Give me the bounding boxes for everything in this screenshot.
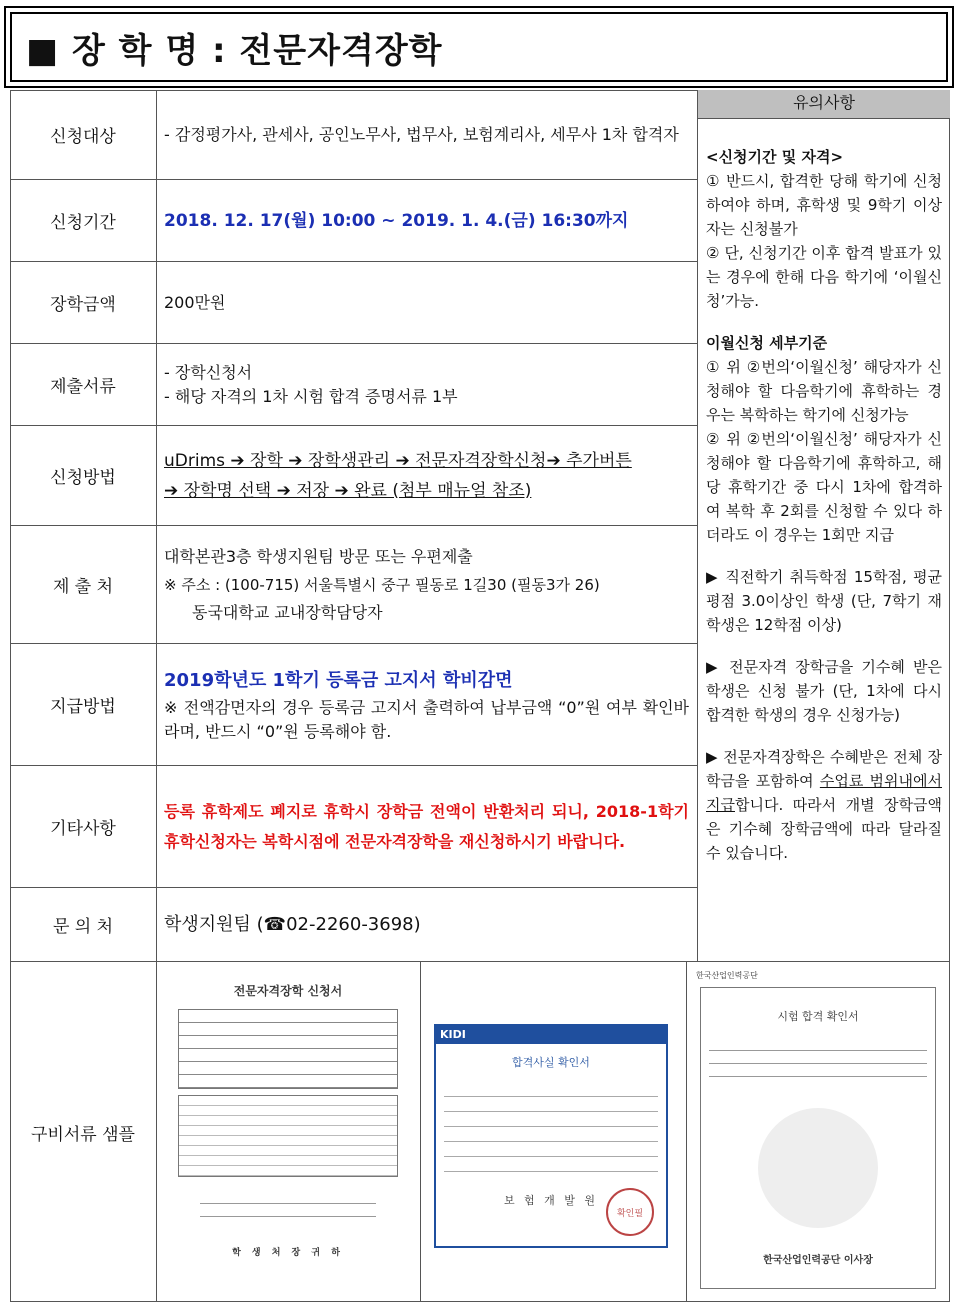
method-line-1: uDrims ➔ 장학 ➔ 장학생관리 ➔ 전문자격장학신청➔ 추가버튼: [164, 450, 632, 471]
label-period: 신청기간: [10, 180, 157, 261]
label-contact: 문 의 처: [10, 888, 157, 961]
docs-line-1: - 장학신청서: [164, 362, 253, 382]
row-etc: [10, 766, 697, 888]
target-text: - 감정평가사, 관세사, 공인노무사, 법무사, 보험계리사, 세무사 1차 합격자: [164, 124, 679, 144]
contact-text: 학생지원팀 (☎02-2260-3698): [164, 913, 421, 935]
notes-sec2-p2: ② 위 ②번의‘이월신청’ 해당자가 신청해야 할 다음학기에 휴학하고, 해당 휴학기간 중 다시 1차에 합격하여 복학 후 2회를 신청할 수 있다 하더라도 이 경우는 1회만 지급: [706, 430, 942, 544]
stamp-icon: 확인필: [606, 1188, 654, 1236]
label-amount: 장학금액: [10, 262, 157, 343]
notes-bullet-1: ▶ 직전학기 취득학점 15학점, 평균평점 3.0이상인 학생 (단, 7학기 재학생은 12학점 이상): [706, 568, 942, 634]
emblem-watermark: [758, 1108, 878, 1228]
notes-sec2-title: 이월신청 세부기준: [706, 334, 828, 352]
place-line-1: 대학본관3층 학생지원팀 방문 또는 우편제출: [164, 546, 473, 566]
notes-sec2-p1: ① 위 ②번의‘이월신청’ 해당자가 신청해야 할 다음학기에 휴학하는 경우는 복학하는 학기에 신청가능: [706, 358, 942, 424]
row-contact: [10, 888, 697, 962]
row-amount: [10, 262, 697, 344]
notes-panel: [697, 90, 950, 962]
docs-line-2: - 해당 자격의 1차 시험 합격 증명서류 1부: [164, 386, 458, 406]
notes-bullet-2: ▶ 전문자격 장학금을 기수혜 받은 학생은 신청 불가 (단, 1차에 다시 합격한 학생의 경우 신청가능): [706, 658, 942, 724]
page-title: ■ 장 학 명 : 전문자격장학: [26, 30, 443, 71]
place-line-2: ※ 주소 : (100-715) 서울특별시 중구 필동로 1길30 (필동3가 26): [164, 575, 600, 594]
sample-doc-application: 전문자격장학 신청서 학 생 처 장 귀 하: [156, 962, 421, 1302]
row-target: [10, 90, 697, 180]
label-etc: 기타사항: [10, 766, 157, 887]
row-period: [10, 180, 697, 262]
notes-sec1-title: <신청기간 및 자격>: [706, 148, 844, 166]
place-line-3: 동국대학교 교내장학담당자: [192, 602, 383, 622]
label-method: 신청방법: [10, 426, 157, 525]
samples-row: [10, 962, 950, 1302]
period-text: 2018. 12. 17(월) 10:00 ~ 2019. 1. 4.(금) 16:30까지: [164, 210, 629, 231]
row-payment: [10, 644, 697, 766]
payment-note: ※ 전액감면자의 경우 등록금 고지서 출력하여 납부금액 “0”원 여부 확인바라며, 반드시 “0”원 등록해야 함.: [164, 697, 689, 741]
row-method: [10, 426, 697, 526]
label-samples: 구비서류 샘플: [10, 962, 157, 1302]
etc-text: 등록 휴학제도 폐지로 휴학시 장학금 전액이 반환처리 되니, 2018-1학기 휴학신청자는 복학시점에 전문자격장학을 재신청하시기 바랍니다.: [164, 801, 689, 851]
row-docs: [10, 344, 697, 426]
amount-text: 200만원: [164, 292, 226, 312]
notes-sec1-p1: ① 반드시, 합격한 당해 학기에 신청하여야 하며, 휴학생 및 9학기 이상자는 신청불가: [706, 172, 942, 238]
sample-doc-kidi: KIDI 합격사실 확인서 보 험 개 발 원 확인필: [420, 962, 687, 1302]
sample-doc-hrdk: 한국산업인력공단 시험 합격 확인서 한국산업인력공단 이사장: [686, 962, 950, 1302]
label-place: 제 출 처: [10, 526, 157, 643]
label-payment: 지급방법: [10, 644, 157, 765]
method-line-2: ➔ 장학명 선택 ➔ 저장 ➔ 완료 (첨부 매뉴얼 참조): [164, 480, 532, 501]
notes-sec1-p2: ② 단, 신청기간 이후 합격 발표가 있는 경우에 한해 다음 학기에 ‘이월신청’가능.: [706, 244, 942, 310]
row-place: [10, 526, 697, 644]
payment-headline: 2019학년도 1학기 등록금 고지서 학비감면: [164, 669, 513, 691]
notes-bullet-3: ▶ 전문자격장학은 수혜받은 전체 장학금을 포함하여 수업료 범위내에서 지급합니다. 따라서 개별 장학금액은 기수혜 장학금액에 따라 달라질 수 있습니다.: [706, 748, 942, 862]
title-box: [4, 6, 954, 88]
notes-header: 유의사항: [698, 90, 950, 119]
label-docs: 제출서류: [10, 344, 157, 425]
label-target: 신청대상: [10, 90, 157, 179]
